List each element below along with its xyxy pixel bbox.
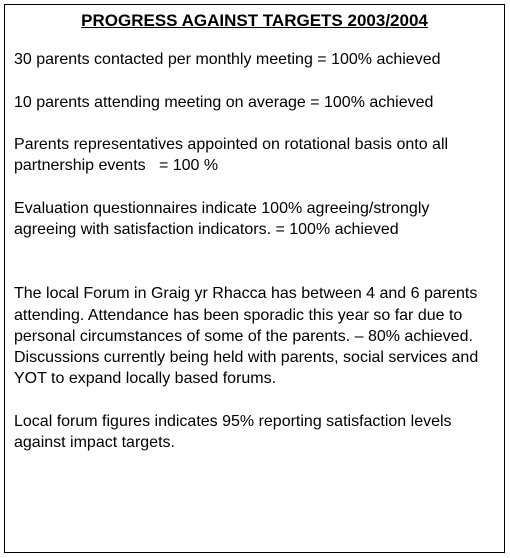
paragraph-local-forum: The local Forum in Graig yr Rhacca has between 4 and 6 parents attending. Attendance has been sporadic this year so far due to personal circumstances of some of the parents. – 80% achieved. Discussions currently being held with parents, social services and YOT to expand locally based forums.	[14, 285, 479, 388]
paragraph-satisfaction: Local forum figures indicates 95% reporting satisfaction levels against impact targets.	[14, 413, 452, 452]
paragraph-evaluation: Evaluation questionnaires indicate 100% agreeing/strongly agreeing with satisfaction indicators. = 100% achieved	[14, 200, 430, 239]
document-title: PROGRESS AGAINST TARGETS 2003/2004	[81, 11, 428, 30]
paragraph-representatives: Parents representatives appointed on rotational basis onto all partnership events = 100 %	[14, 136, 453, 175]
paragraph-parents-contacted: 30 parents contacted per monthly meeting = 100% achieved	[14, 51, 441, 68]
progress-box	[4, 4, 505, 553]
paragraph-parents-attending: 10 parents attending meeting on average = 100% achieved	[14, 93, 434, 111]
document-body	[14, 49, 496, 475]
